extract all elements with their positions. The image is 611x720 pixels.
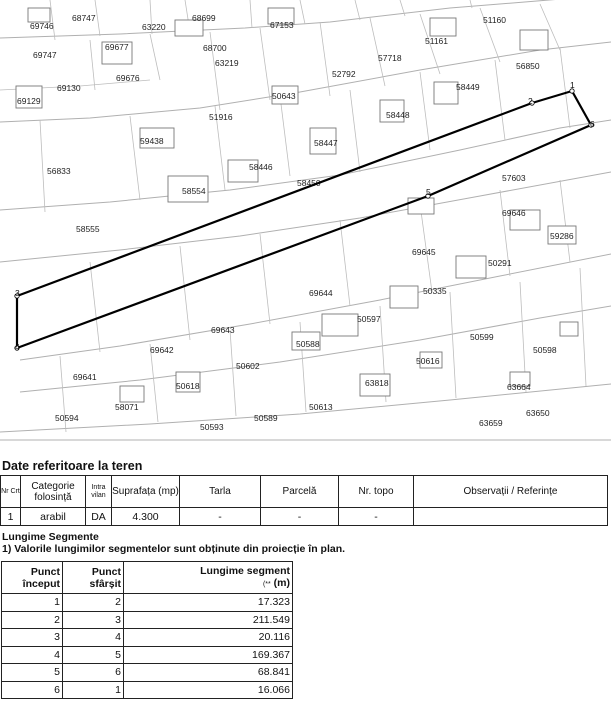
parcel-no: 57718 [378, 53, 402, 63]
parcel-no: 50588 [296, 339, 320, 349]
parcel-no: 59438 [140, 136, 164, 146]
cell-observatii [414, 508, 608, 526]
parcel-no: 69130 [57, 83, 81, 93]
parcel-no: 51916 [209, 112, 233, 122]
parcel-no: 50643 [272, 91, 296, 101]
parcel-no: 52792 [332, 69, 356, 79]
table-row [1, 508, 608, 526]
parcel-no: 50598 [533, 345, 557, 355]
cell-start: 1 [2, 594, 63, 612]
cell-end: 4 [63, 629, 124, 647]
parcel-no: 69676 [116, 73, 140, 83]
parcel-no: 63659 [479, 418, 503, 428]
parcel-no: 50616 [416, 356, 440, 366]
parcel-no: 69645 [412, 247, 436, 257]
cell-end: 2 [63, 594, 124, 612]
parcel-no: 50291 [488, 258, 512, 268]
parcel-no: 63650 [526, 408, 550, 418]
segments-header-row [2, 562, 293, 594]
header-length-label: Lungime segment [200, 564, 290, 577]
cell-length: 17.323 [124, 594, 293, 612]
cell-start: 3 [2, 629, 63, 647]
parcel-no: 69129 [17, 96, 41, 106]
parcel-no: 58554 [182, 186, 206, 196]
parcel-no: 56850 [516, 61, 540, 71]
parcel-no: 50599 [470, 332, 494, 342]
cell-nr-topo: - [339, 508, 414, 526]
parcel-no: 67153 [270, 20, 294, 30]
parcel-no: 58447 [314, 138, 338, 148]
header-suprafata: Suprafața (mp) [112, 476, 180, 508]
header-nr-topo: Nr. topo [339, 476, 414, 508]
parcel-no: 63818 [365, 378, 389, 388]
parcel-no: 69746 [30, 21, 54, 31]
parcel-no: 63220 [142, 22, 166, 32]
parcel-no: 68700 [203, 43, 227, 53]
parcel-no: 58555 [76, 224, 100, 234]
point-label: 3 [15, 288, 20, 298]
header-nr: Nr Crt [1, 476, 21, 508]
parcel-numbers [17, 13, 574, 432]
terrain-table [0, 475, 608, 526]
table-row [2, 646, 293, 664]
cell-start: 4 [2, 646, 63, 664]
parcel-no: 69642 [150, 345, 174, 355]
table-row [2, 681, 293, 699]
point-label: 1 [570, 80, 575, 90]
header-length-unit: (m) [273, 576, 290, 589]
table-row [2, 594, 293, 612]
cell-length: 169.367 [124, 646, 293, 664]
header-categorie: Categorie folosință [21, 476, 86, 508]
parcel-no: 58450 [297, 178, 321, 188]
parcel-no: 58448 [386, 110, 410, 120]
segments-title: Lungime Segmente [2, 531, 99, 543]
terrain-section-title: Date referitoare la teren [2, 459, 143, 473]
cell-end: 6 [63, 664, 124, 682]
cell-nr: 1 [1, 508, 21, 526]
parcel-no: 50597 [357, 314, 381, 324]
parcel-no: 69643 [211, 325, 235, 335]
parcel-no: 50594 [55, 413, 79, 423]
parcel-no: 68699 [192, 13, 216, 23]
parcel-no: 58071 [115, 402, 139, 412]
cell-tarla: - [180, 508, 261, 526]
parcel-no: 63664 [507, 382, 531, 392]
cell-suprafata: 4.300 [112, 508, 180, 526]
header-tarla: Tarla [180, 476, 261, 508]
parcel-no: 59286 [550, 231, 574, 241]
parcel-no: 50589 [254, 413, 278, 423]
parcel-no: 68747 [72, 13, 96, 23]
parcel-no: 58446 [249, 162, 273, 172]
header-length-marker: (** [262, 580, 271, 588]
parcel-no: 58449 [456, 82, 480, 92]
parcel-no: 51160 [483, 15, 507, 25]
segments-note: 1) Valorile lungimilor segmentelor sunt obținute din proiecție în plan. [2, 543, 346, 555]
header-start-point: Punct început [2, 562, 63, 594]
cell-length: 16.066 [124, 681, 293, 699]
cell-end: 5 [63, 646, 124, 664]
parcel-no: 69677 [105, 42, 129, 52]
parcel-no: 56833 [47, 166, 71, 176]
cell-categorie: arabil [21, 508, 86, 526]
parcel-no: 50602 [236, 361, 260, 371]
parcel-no: 69646 [502, 208, 526, 218]
terrain-header-row [1, 476, 608, 508]
table-row [2, 611, 293, 629]
cell-end: 3 [63, 611, 124, 629]
parcel-no: 50613 [309, 402, 333, 412]
header-length [124, 562, 293, 594]
header-observatii: Observații / Referințe [414, 476, 608, 508]
point-label: 5 [426, 187, 431, 197]
cell-parcela: - [261, 508, 339, 526]
header-intravilan: Intra vilan [86, 476, 112, 508]
point-label: 6 [590, 119, 595, 129]
cell-end: 1 [63, 681, 124, 699]
subject-parcel-outline [17, 91, 591, 348]
parcel-no: 57603 [502, 173, 526, 183]
cell-start: 2 [2, 611, 63, 629]
header-end-point: Punct sfârșit [63, 562, 124, 594]
parcel-no: 69641 [73, 372, 97, 382]
parcel-no: 50618 [176, 381, 200, 391]
point-label: 4 [15, 342, 20, 352]
table-row [2, 664, 293, 682]
segments-table [1, 561, 293, 699]
cell-start: 5 [2, 664, 63, 682]
table-row [2, 629, 293, 647]
point-label: 2 [528, 96, 533, 106]
cell-length: 68.841 [124, 664, 293, 682]
cell-start: 6 [2, 681, 63, 699]
parcel-no: 51161 [425, 36, 449, 46]
parcel-no: 69644 [309, 288, 333, 298]
cell-intravilan: DA [86, 508, 112, 526]
parcel-no: 50593 [200, 422, 224, 432]
cell-length: 211.549 [124, 611, 293, 629]
cell-length: 20.116 [124, 629, 293, 647]
parcel-no: 50335 [423, 286, 447, 296]
parcel-no: 69747 [33, 50, 57, 60]
header-parcela: Parcelă [261, 476, 339, 508]
parcel-no: 63219 [215, 58, 239, 68]
